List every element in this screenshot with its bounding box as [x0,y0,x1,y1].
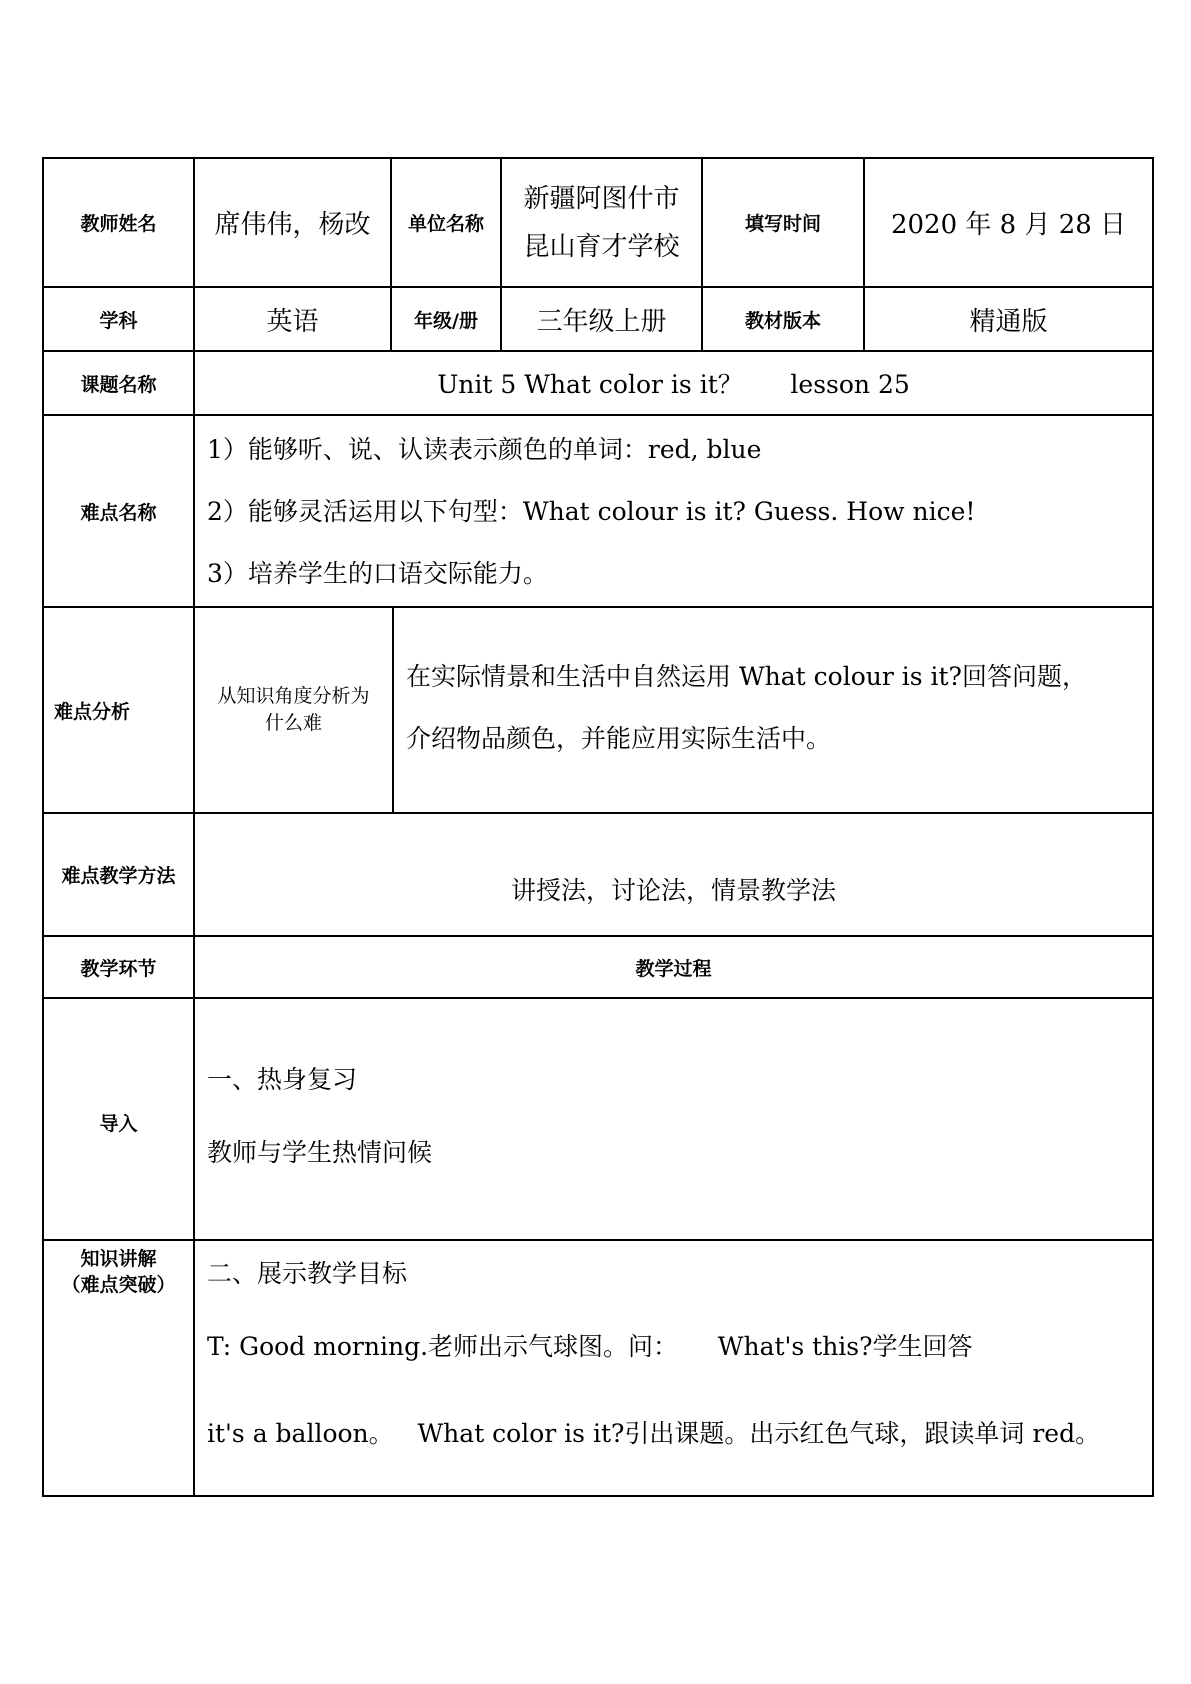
knowledge-label-line-1: 知识讲解 [80,1248,157,1270]
difficulty-label: 难点名称 [80,501,157,524]
intro-text [195,999,1152,1239]
difficulty-list [195,416,1152,606]
difficulty-item: 1）能够听、说、认读表示颜色的单词：red, blue [207,434,762,464]
analysis-sub-label-line-1: 从知识角度分析为 [217,685,370,708]
knowledge-line-3: it's a balloon。 What color is it?引出课题。出示红色气球，跟读单词 red。 [207,1419,1101,1448]
intro-line-2: 教师与学生热情问候 [207,1138,433,1167]
unit-name-line-1: 新疆阿图什市 [523,183,680,214]
knowledge-label [44,1241,193,1495]
unit-label: 单位名称 [407,213,484,235]
intro-label: 导入 [99,1113,138,1135]
analysis-text [394,608,1152,812]
unit-name-line-2: 昆山育才学校 [523,231,680,262]
knowledge-line-1: 二、展示教学目标 [207,1259,408,1288]
analysis-sub-label [195,608,392,812]
topic-value: Unit 5 What color is it？ lesson 25 [437,370,910,399]
topic-label: 课题名称 [80,373,157,396]
subject-label: 学科 [99,309,138,332]
lesson-plan-table [42,157,1154,1497]
knowledge-line-2: T: Good morning.老师出示气球图。问： What's this?学生回答 [207,1332,973,1361]
edition-value: 精通版 [969,306,1048,337]
unit-name [502,159,701,286]
knowledge-label-line-2: （难点突破） [61,1273,176,1296]
edition-label: 教材版本 [744,309,821,332]
grade-label: 年级/册 [414,309,478,332]
analysis-line-2: 介绍物品颜色，并能应用实际生活中。 [406,724,832,753]
intro-line-1: 一、热身复习 [207,1065,358,1094]
teacher-name-label: 教师姓名 [80,213,157,235]
subject-value: 英语 [266,306,319,337]
method-label: 难点教学方法 [61,865,176,887]
teacher-name: 席伟伟，杨改 [214,210,371,240]
date-value: 2020 年 8 月 28 日 [890,210,1127,240]
grade-value: 三年级上册 [536,306,667,337]
analysis-line-1: 在实际情景和生活中自然运用 What colour is it?回答问题， [406,662,1087,691]
analysis-label: 难点分析 [54,700,131,723]
difficulty-item: 3）培养学生的口语交际能力。 [207,558,548,588]
difficulty-item: 2）能够灵活运用以下句型：What colour is it? Guess. How nice! [207,496,976,526]
date-label: 填写时间 [744,213,821,235]
analysis-sub-label-line-2: 什么难 [264,712,322,734]
process-header: 教学过程 [635,957,712,980]
method-value: 讲授法，讨论法，情景教学法 [510,876,836,905]
knowledge-text [195,1241,1152,1495]
stage-header: 教学环节 [80,957,157,980]
